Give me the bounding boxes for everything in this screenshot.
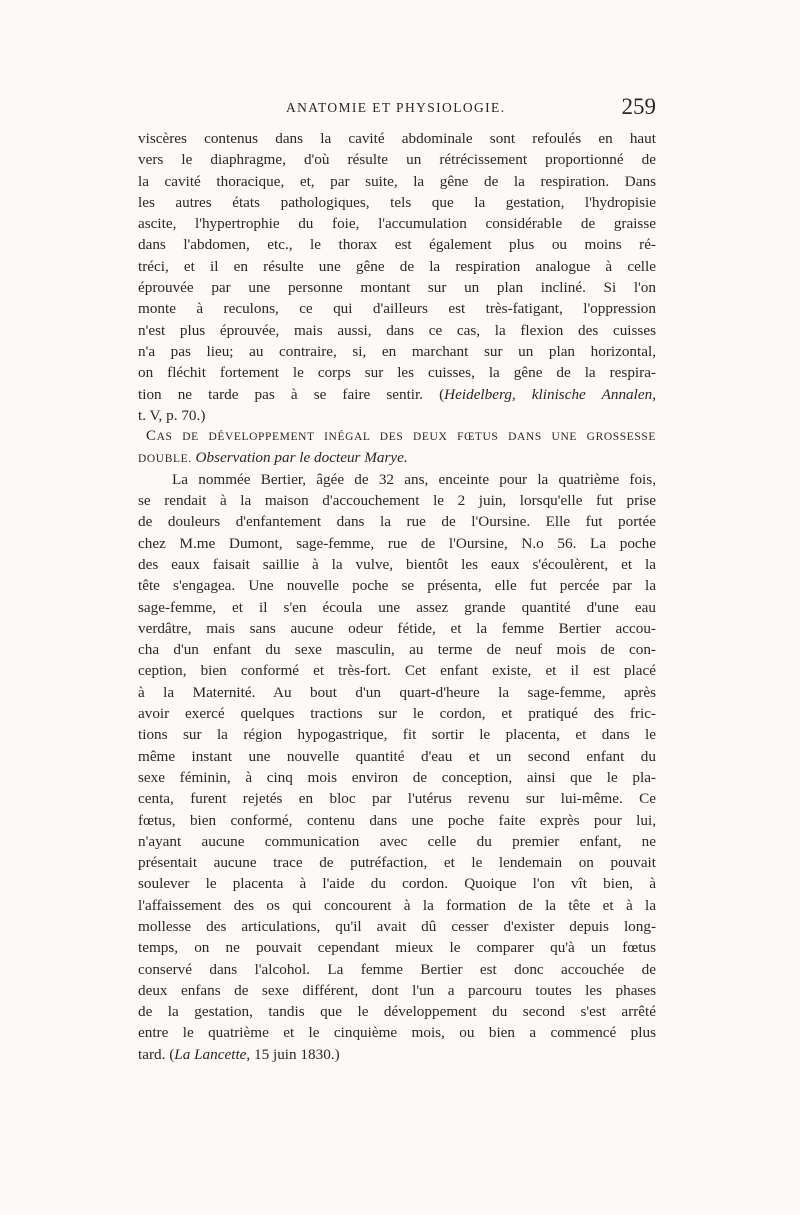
text-line: viscères contenus dans la cavité abdominale sont refoulés en haut bbox=[138, 130, 656, 147]
text-line: verdâtre, mais sans aucune odeur fétide, et la femme Bertier accou- bbox=[138, 619, 656, 637]
text-line: t. V, p. 70.) bbox=[138, 406, 206, 424]
text-line: cha d'un enfant du sexe masculin, au terme de neuf mois de con- bbox=[138, 641, 656, 659]
paragraph-observation bbox=[138, 469, 656, 1065]
heading-observation: Observation par le docteur Marye. bbox=[195, 449, 408, 467]
text-line: n'ayant aucune communication avec celle du premier enfant, ne bbox=[138, 832, 656, 850]
text-line: soulever le placenta à l'aide du cordon. Quoique l'on vît bien, à bbox=[138, 875, 656, 893]
text-line bbox=[138, 1044, 656, 1065]
heading-text: AS DE DÉVELOPPEMENT INÉGAL DES DEUX FŒTUS DANS UNE GROSSESSE bbox=[156, 431, 656, 444]
text-line: vers le diaphragme, d'où résulte un rétrécissement proportionné de bbox=[138, 151, 656, 169]
text-line: fœtus, bien conformé, contenu dans une poche faite exprès pour lui, bbox=[138, 811, 656, 829]
line-text: , 15 juin 1830.) bbox=[246, 1045, 340, 1063]
line-text: tard. ( bbox=[138, 1045, 175, 1063]
text-line: l'affaissement des os qui concourent à la formation de la tête et à la bbox=[138, 896, 656, 914]
text-line: des eaux faisait saillie à la vulve, bientôt les eaux s'écoulèrent, et la bbox=[138, 555, 656, 573]
text-line: dans l'abdomen, etc., le thorax est également plus ou moins ré- bbox=[138, 236, 656, 254]
text-line bbox=[138, 384, 656, 405]
text-line: mollesse des articulations, qu'il avait dû cesser d'exister depuis long- bbox=[138, 917, 656, 935]
text-line: de douleurs d'enfantement dans la rue de l'Oursine. Elle fut portée bbox=[138, 513, 656, 531]
text-line: avoir exercé quelques tractions sur le cordon, et pratiqué des fric- bbox=[138, 705, 656, 723]
heading-initial: C bbox=[146, 428, 157, 445]
text-line: deux enfans de sexe différent, dont l'un a parcouru toutes les phases bbox=[138, 981, 656, 999]
heading-line bbox=[138, 447, 656, 468]
text-line: tête s'engagea. Une nouvelle poche se présenta, elle fut percée par la bbox=[138, 577, 656, 595]
text-line: présentait aucune trace de putréfaction, et le lendemain on pouvait bbox=[138, 854, 656, 872]
running-head bbox=[140, 96, 660, 126]
section-heading bbox=[138, 426, 656, 469]
paragraph-respiration bbox=[138, 128, 656, 426]
text-line: ception, bien conformé et très-fort. Cet enfant existe, et il est placé bbox=[138, 662, 656, 680]
page-number: 259 bbox=[621, 94, 656, 119]
line-text: , bbox=[652, 385, 656, 403]
text-line: la cavité thoracique, et, par suite, la gêne de la respiration. Dans bbox=[138, 172, 656, 190]
text-block bbox=[138, 128, 656, 1065]
text-line: on fléchit fortement le corps sur les cuisses, la gêne de la respira- bbox=[138, 364, 656, 382]
text-line: les autres états pathologiques, tels que la gestation, l'hydropisie bbox=[138, 193, 656, 211]
text-line: n'est plus éprouvée, mais aussi, dans ce cas, la flexion des cuisses bbox=[138, 321, 656, 339]
running-title: ANATOMIE ET PHYSIOLOGIE. bbox=[286, 100, 506, 115]
text-line: monte à reculons, ce qui d'ailleurs est très-fatigant, l'oppression bbox=[138, 300, 656, 318]
text-line: ascite, l'hypertrophie du foie, l'accumulation considérable de graisse bbox=[138, 215, 656, 233]
citation-source: Heidelberg, klinische Annalen bbox=[444, 385, 653, 403]
line-text: tion ne tarde pas à se faire sentir. ( bbox=[138, 385, 445, 403]
heading-text: DOUBLE. bbox=[138, 453, 192, 466]
text-line: chez M.me Dumont, sage-femme, rue de l'Oursine, N.o 56. La poche bbox=[138, 534, 656, 552]
text-line: sage-femme, et il s'en écoula une assez grande quantité d'une eau bbox=[138, 598, 656, 616]
text-line: de la gestation, tandis que le développement du second s'est arrêté bbox=[138, 1003, 656, 1021]
text-line: tréci, et il en résulte une gêne de la respiration analogue à celle bbox=[138, 257, 656, 275]
citation-source: La Lancette bbox=[174, 1045, 247, 1063]
text-line: temps, on ne pouvait cependant mieux le comparer qu'à un fœtus bbox=[138, 939, 656, 957]
text-line: centa, furent rejetés en bloc par l'utérus revenu sur lui-même. Ce bbox=[138, 790, 656, 808]
text-line: tions sur la région hypogastrique, fit sortir le placenta, et dans le bbox=[138, 726, 656, 744]
text-line: à la Maternité. Au bout d'un quart-d'heure la sage-femme, après bbox=[138, 683, 656, 701]
text-line: sexe féminin, à cinq mois environ de conception, ainsi que le pla- bbox=[138, 768, 656, 786]
text-line: même instant une nouvelle quantité d'eau et un second enfant du bbox=[138, 747, 656, 765]
text-line: éprouvée par une personne montant sur un plan incliné. Si l'on bbox=[138, 279, 656, 297]
text-line: conservé dans l'alcohol. La femme Bertier est donc accouchée de bbox=[138, 960, 656, 978]
text-line: La nommée Bertier, âgée de 32 ans, enceinte pour la quatrième fois, bbox=[172, 470, 656, 488]
heading-line bbox=[138, 426, 656, 447]
text-line: entre le quatrième et le cinquième mois, ou bien a commencé plus bbox=[138, 1024, 656, 1042]
text-line: se rendait à la maison d'accouchement le 2 juin, lorsqu'elle fut prise bbox=[138, 492, 656, 510]
text-line: n'a pas lieu; au contraire, si, en marchant sur un plan horizontal, bbox=[138, 342, 656, 360]
